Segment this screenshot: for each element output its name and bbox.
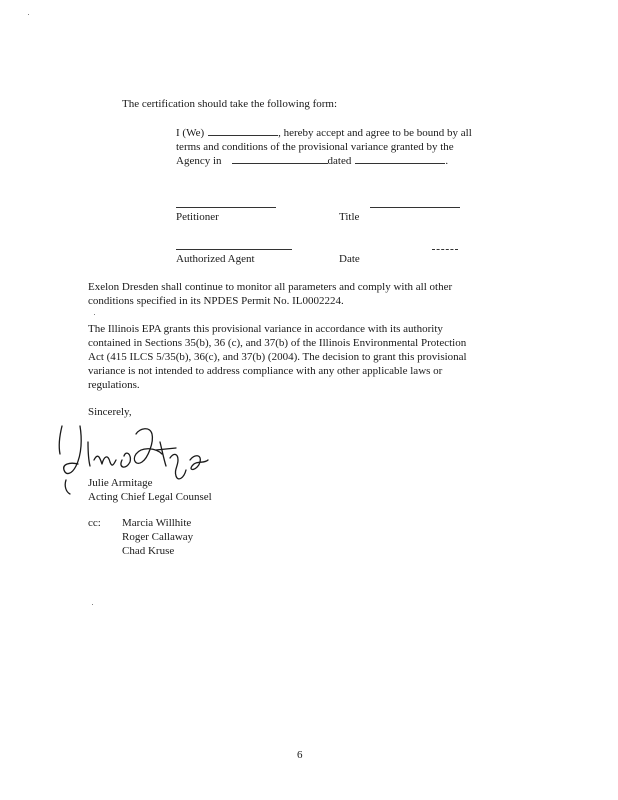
cert-accept-text: , hereby accept and agree to be bound by all xyxy=(278,127,472,139)
page-number: 6 xyxy=(297,749,303,761)
cert-agency-label: Agency in xyxy=(176,155,222,167)
paragraph-line: contained in Sections 35(b), 36 (c), and 37(b) of the Illinois Environmental Protection xyxy=(88,337,467,349)
scan-speck xyxy=(94,314,95,315)
cert-line-1 xyxy=(176,126,472,140)
paragraph-line: regulations. xyxy=(88,379,140,391)
paragraph-line: Exelon Dresden shall continue to monitor all parameters and comply with all other xyxy=(88,281,453,293)
title-label: Title xyxy=(339,211,360,223)
cert-dated-label: dated xyxy=(327,155,352,167)
cc-label: cc: xyxy=(88,517,101,529)
date-label: Date xyxy=(339,253,360,265)
paragraph-line: The Illinois EPA grants this provisional variance in accordance with its authority xyxy=(88,323,443,335)
cert-we-blank xyxy=(208,135,278,136)
cc-name: Chad Kruse xyxy=(122,545,175,557)
cc-name: Roger Callaway xyxy=(122,531,194,543)
petitioner-label: Petitioner xyxy=(176,211,219,223)
authorized-agent-label: Authorized Agent xyxy=(176,253,255,265)
period: . xyxy=(445,155,449,167)
scan-speck xyxy=(28,14,29,15)
signer-title: Acting Chief Legal Counsel xyxy=(88,491,212,503)
cert-we-label: I (We) xyxy=(176,127,205,139)
cert-dated-blank xyxy=(355,163,445,164)
title-signature-line xyxy=(370,207,460,208)
closing-text: Sincerely, xyxy=(88,406,132,418)
cc-name: Marcia Willhite xyxy=(122,517,192,529)
agent-signature-line xyxy=(176,249,292,250)
paragraph-line: conditions specified in its NPDES Permit No. IL0002224. xyxy=(88,295,344,307)
petitioner-signature-line xyxy=(176,207,276,208)
signer-name: Julie Armitage xyxy=(88,477,153,489)
cert-line-3 xyxy=(176,154,448,168)
paragraph-line: variance is not intended to address compliance with any other applicable laws or xyxy=(88,365,443,377)
cert-line-2: terms and conditions of the provisional variance granted by the xyxy=(176,141,454,153)
scan-speck xyxy=(92,604,93,605)
intro-text: The certification should take the following form: xyxy=(122,98,338,110)
paragraph-line: Act (415 ILCS 5/35(b), 36(c), and 37(b) (2004). The decision to grant this provisional xyxy=(88,351,467,363)
cert-agency-blank xyxy=(232,163,328,164)
date-signature-line xyxy=(432,249,458,250)
